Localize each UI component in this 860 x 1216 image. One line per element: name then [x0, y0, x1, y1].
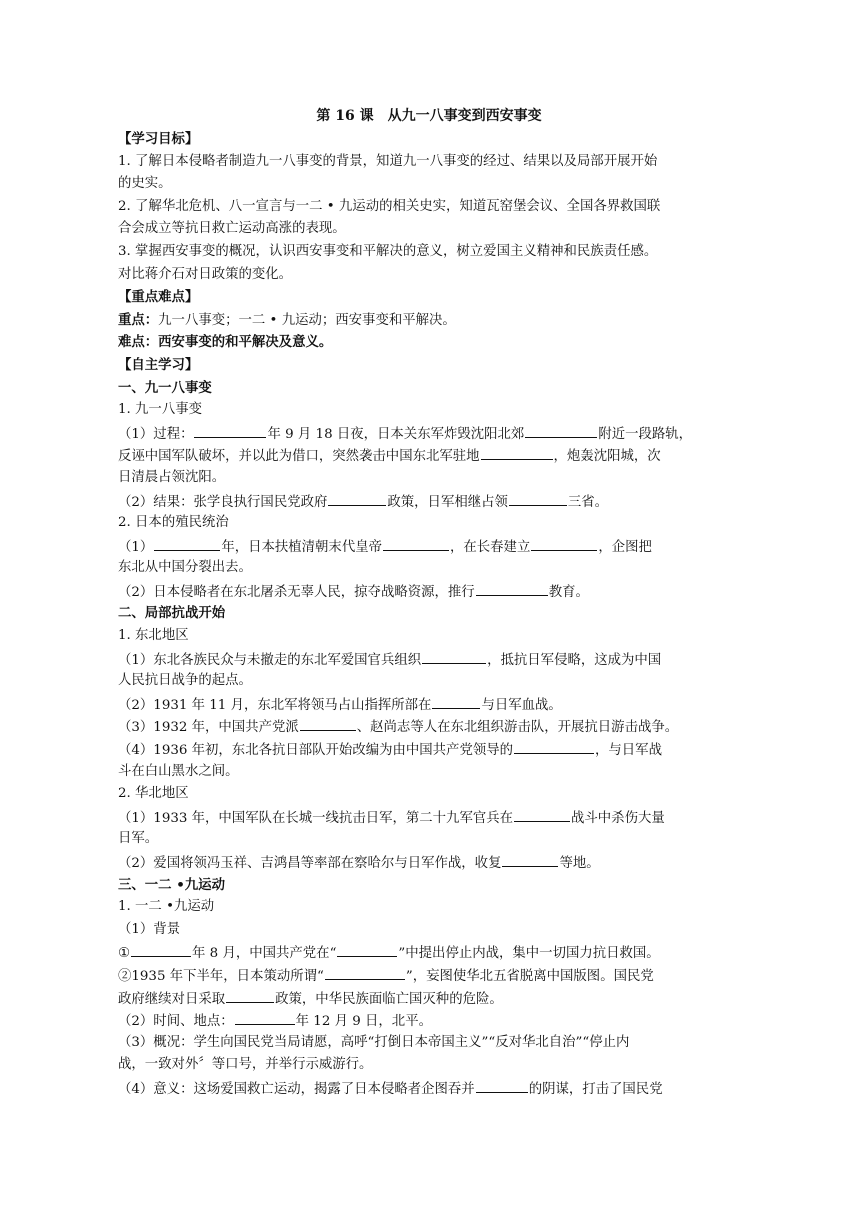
text-line [118, 1077, 740, 1100]
text-segment: 年 12 月 9 日，北平。 [295, 1014, 432, 1030]
text-segment: （4）1936 年初，东北各抗日部队开始改编为由中国共产党领导的 [118, 743, 514, 759]
section-heading [118, 354, 740, 377]
text-segment: （1）背景 [118, 921, 181, 937]
text-segment: 战，一致对外〞等口号，并举行示威游行。 [118, 1057, 373, 1073]
text-segment: 三省。 [567, 494, 609, 510]
text-segment: 与日军血战。 [481, 697, 562, 713]
text-line [118, 196, 740, 219]
text-segment: ”中提出停止内战，集中一切国力抗日救国。 [398, 946, 660, 962]
fill-in-blank[interactable] [194, 422, 266, 438]
text-segment: 【自主学习】 [118, 356, 199, 373]
text-segment: （4）意义：这场爱国救亡运动，揭露了日本侵略者企图吞并 [118, 1081, 475, 1097]
text-segment: 日军。 [118, 831, 159, 847]
section-heading [118, 128, 740, 151]
document-body [118, 128, 740, 1100]
fill-in-blank[interactable] [531, 535, 597, 551]
text-segment: ②1935 年下半年，日本策动所谓“ [118, 968, 324, 984]
fill-in-blank[interactable] [525, 422, 597, 438]
text-line [118, 264, 740, 287]
text-segment: 战斗中杀伤大量 [571, 810, 665, 826]
text-segment: 难点：西安事变的和平解决及意义。 [118, 334, 333, 351]
text-line [118, 783, 740, 806]
text-segment: 的史实。 [118, 176, 172, 192]
text-segment: 2. 日本的殖民统治 [118, 515, 229, 531]
fill-in-blank[interactable] [509, 490, 567, 506]
section-heading [118, 602, 740, 625]
fill-in-blank[interactable] [514, 806, 570, 822]
text-segment: 政策，中华民族面临亡国灭种的危险。 [275, 991, 503, 1007]
fill-in-blank[interactable] [502, 851, 558, 867]
text-segment: 合会成立等抗日救亡运动高涨的表现。 [118, 221, 346, 237]
fill-in-blank[interactable] [514, 738, 594, 754]
text-line [118, 444, 740, 467]
text-segment: （3）1932 年，中国共产党派 [118, 720, 299, 736]
fill-in-blank[interactable] [432, 693, 480, 709]
text-segment-rest: 九一八事变；一二 • 九运动；西安事变和平解决。 [158, 312, 456, 328]
text-segment: （2）结果：张学良执行国民党政府 [118, 494, 328, 510]
text-line [118, 715, 740, 738]
text-segment: （1） [118, 539, 154, 555]
text-segment: （1）1933 年，中国军队在长城一线抗击日军，第二十九军官兵在 [118, 810, 514, 826]
text-segment: 1. 了解日本侵略者制造九一八事变的背景，知道九一八事变的经过、结果以及局部开展开始 [118, 153, 658, 169]
section-heading [118, 377, 740, 400]
fill-in-blank[interactable] [422, 648, 486, 664]
text-line [118, 919, 740, 942]
text-segment: 斗在白山黑水之间。 [118, 763, 239, 779]
text-line [118, 693, 740, 716]
text-line [118, 964, 740, 987]
text-line [118, 309, 740, 332]
text-line [118, 941, 740, 964]
fill-in-blank[interactable] [481, 444, 553, 460]
text-segment: 日清晨占领沈阳。 [118, 469, 226, 485]
text-line [118, 399, 740, 422]
text-segment: 政策，日军相继占领 [387, 494, 508, 510]
text-segment: 2. 华北地区 [118, 786, 189, 802]
text-segment: 等地。 [559, 856, 600, 871]
text-segment: 东北从中国分裂出去。 [118, 560, 252, 576]
text-segment: ① [118, 946, 131, 962]
text-segment: 人民抗日战争的起点。 [118, 673, 252, 689]
fill-in-blank[interactable] [476, 1077, 528, 1093]
text-line [118, 987, 740, 1010]
fill-in-blank[interactable] [337, 941, 397, 957]
text-line [118, 670, 740, 693]
text-segment: 、赵尚志等人在东北组织游击队，开展抗日游击战争。 [356, 720, 679, 736]
text-line [118, 218, 740, 241]
text-segment: 【学习目标】 [118, 131, 199, 147]
text-segment: 1. 九一八事变 [118, 402, 202, 418]
text-line [118, 173, 740, 196]
text-line [118, 467, 740, 490]
text-line [118, 1032, 740, 1055]
fill-in-blank[interactable] [300, 715, 356, 731]
text-segment: ，企图把 [598, 539, 652, 555]
text-segment: 1. 东北地区 [118, 628, 189, 644]
text-line [118, 535, 740, 558]
fill-in-blank[interactable] [226, 987, 274, 1003]
text-segment: （2）日本侵略者在东北屠杀无辜人民，掠夺战略资源，推行 [118, 584, 475, 600]
text-line [118, 1054, 740, 1077]
text-segment: 【重点难点】 [118, 289, 199, 306]
fill-in-blank[interactable] [131, 941, 191, 957]
text-segment: ，抵抗日军侵略，这成为中国 [487, 652, 662, 668]
text-line [118, 241, 740, 264]
text-segment: 2. 了解华北危机、八一宣言与一二 • 九运动的相关史实，知道瓦窑堡会议、全国各界救国联 [118, 198, 661, 214]
text-line [118, 490, 740, 513]
text-segment: 教育。 [548, 584, 589, 600]
text-line [118, 1009, 740, 1032]
text-segment: 年 9 月 18 日夜，日本关东军炸毁沈阳北郊 [267, 426, 525, 442]
text-line [118, 580, 740, 603]
fill-in-blank[interactable] [235, 1009, 295, 1025]
text-segment: 1. 一二 •九运动 [118, 899, 215, 915]
section-heading [118, 874, 740, 897]
text-segment: 三、一二 •九运动 [118, 876, 225, 893]
text-line [118, 851, 740, 874]
text-line [118, 151, 740, 174]
text-segment: 二、局部抗战开始 [118, 605, 226, 622]
text-segment: ，炮轰沈阳城，次 [553, 449, 661, 465]
text-segment: 对比蒋介石对日政策的变化。 [118, 266, 293, 282]
text-segment: ，与日军战 [595, 743, 662, 759]
lesson-title: 第 16 课 从九一八事变到西安事变 [316, 108, 542, 124]
text-line [118, 512, 740, 535]
text-segment: （3）概况：学生向国民党当局请愿，高呼“打倒日本帝国主义”“反对华北自治”“停止内 [118, 1034, 630, 1050]
text-segment [118, 313, 456, 328]
text-line [118, 422, 740, 445]
section-heading [118, 286, 740, 309]
bold-lead: 重点： [118, 311, 159, 328]
text-segment: 的阴谋，打击了国民党 [528, 1081, 663, 1097]
fill-in-blank[interactable] [328, 490, 386, 506]
text-segment: 年，日本扶植清朝末代皇帝 [221, 539, 382, 555]
text-segment: 3. 掌握西安事变的概况，认识西安事变和平解决的意义，树立爱国主义精神和民族责任感。 [118, 243, 658, 259]
text-segment: ，在长春建立 [450, 539, 531, 555]
text-segment: （2）爱国将领冯玉祥、吉鸿昌等率部在察哈尔与日军作战，收复 [118, 856, 502, 871]
text-line [118, 896, 740, 919]
text-segment: （2）1931 年 11 月，东北军将领马占山指挥所部在 [118, 697, 432, 713]
fill-in-blank[interactable] [383, 535, 449, 551]
text-line [118, 828, 740, 851]
text-segment: 附近一段路轨， [598, 426, 693, 442]
text-segment: （1）过程： [118, 426, 194, 442]
section-heading [118, 331, 740, 354]
text-line [118, 648, 740, 671]
fill-in-blank[interactable] [325, 964, 405, 980]
text-line [118, 557, 740, 580]
text-line [118, 761, 740, 784]
text-segment: 年 8 月，中国共产党在“ [192, 946, 337, 962]
text-segment: 一、九一八事变 [118, 379, 212, 396]
text-line [118, 625, 740, 648]
text-segment: ”，妄图使华北五省脱离中国版图。国民党 [405, 968, 654, 984]
fill-in-blank[interactable] [476, 580, 548, 596]
document-content [118, 104, 740, 1100]
text-line [118, 806, 740, 829]
text-segment: （1）东北各族民众与未撤走的东北军爱国官兵组织 [118, 652, 422, 668]
text-line [118, 738, 740, 761]
text-segment: （2）时间、地点： [118, 1014, 234, 1030]
text-segment: 政府继续对日采取 [118, 991, 226, 1007]
text-segment: 反诬中国军队破坏，并以此为借口，突然袭击中国东北军驻地 [118, 449, 480, 465]
fill-in-blank[interactable] [154, 535, 220, 551]
